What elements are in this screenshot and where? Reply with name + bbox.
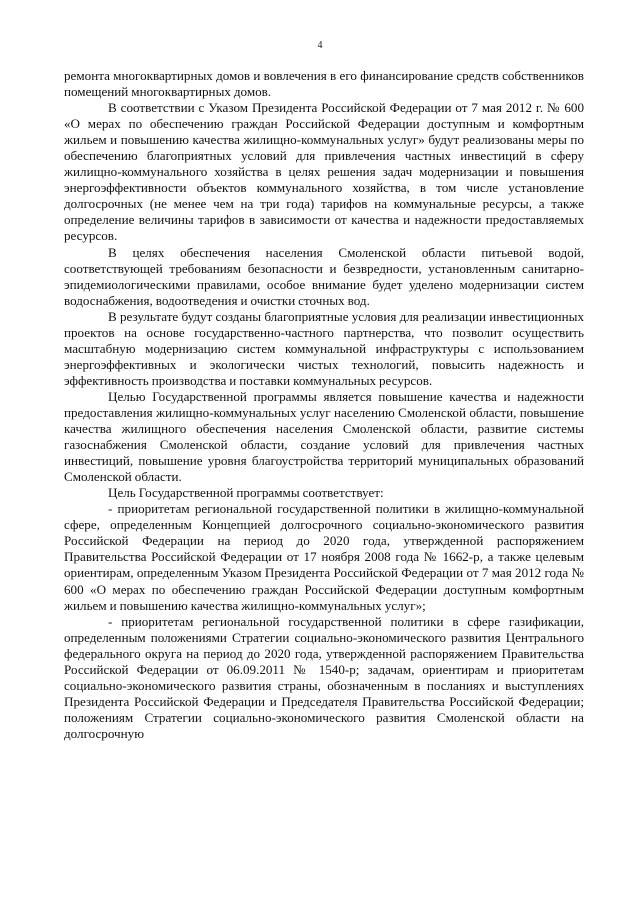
paragraph-water-supply: В целях обеспечения населения Смоленской области питьевой водой, соответствующей требованиям безопасности и безвредности, установленным санитарно-эпидемиологическими правилами, особое внимание будет уделено модернизации систем водоснабжения, водоотведения и очистки сточных вод. <box>64 244 584 308</box>
paragraph-presidential-decree: В соответствии с Указом Президента Российской Федерации от 7 мая 2012 г. № 600 «О мерах по обеспечению граждан Российской Федерации доступным и комфортным жильем и повышению качества жилищно-коммунальных услуг» будут реализованы меры по обеспечению благоприятных условий для привлечения частных инвестиций в сферу жилищно-коммунального хозяйства в целях решения задач модернизации и повышения энергоэффективности объектов коммунального хозяйства, в том числе установление долгосрочных (не менее чем на три года) тарифов на коммунальные ресурсы, а также определение величины тарифов в зависимости от качества и надежности предоставляемых ресурсов. <box>64 100 584 244</box>
paragraph-goal-corresponds: Цель Государственной программы соответствует: <box>108 485 384 501</box>
paragraph-program-goal: Целью Государственной программы является повышение качества и надежности предоставления жилищно-коммунальных услуг населению Смоленской области, повышение качества жилищного обеспечения населения Смоленской области, развитие системы газоснабжения Смоленской области, создание условий для привлечения частных инвестиций, повышение уровня благоустройства территорий муниципальных образований Смоленской области. <box>64 388 584 485</box>
document-body <box>64 68 584 742</box>
paragraph-investment-results: В результате будут созданы благоприятные условия для реализации инвестиционных проектов на основе государственно-частного партнерства, что позволит осуществить масштабную модернизацию систем коммунальной инфраструктуры с использованием энергоэффективных и экологически чистых технологий, повысить надежность и эффективность производства и поставки коммунальных ресурсов. <box>64 308 584 388</box>
paragraph-priority-gasification: - приоритетам региональной государственной политики в сфере газификации, определенным положениями Стратегии социально-экономического развития Центрального федерального округа на период до 2020 года, утвержденной распоряжением Правительства Российской Федерации от 06.09.2011 № 1540-р; задачам, ориентирам и приоритетам социально-экономического развития страны, обозначенным в посланиях и выступлениях Президента Российской Федерации и Председателя Правительства Российской Федерации; положениям Стратегии социально-экономического развития Смоленской области на долгосрочную <box>64 613 584 741</box>
page-number: 4 <box>317 40 323 51</box>
paragraph-priority-housing: - приоритетам региональной государственной политики в жилищно-коммунальной сфере, определенным Концепцией долгосрочного социально-экономического развития Российской Федерации на период до 2020 года, утвержденной распоряжением Правительства Российской Федерации от 17 ноября 2008 года № 1662-р, а также целевым ориентирам, определенным Указом Президента Российской Федерации от 7 мая 2012 года № 600 «О мерах по обеспечению граждан Российской Федерации доступным комфортным жильем и повышению качества жилищно-коммунальных услуг»; <box>64 501 584 613</box>
paragraph-continuation: ремонта многоквартирных домов и вовлечения в его финансирование средств собственников помещений многоквартирных домов. <box>64 68 584 100</box>
